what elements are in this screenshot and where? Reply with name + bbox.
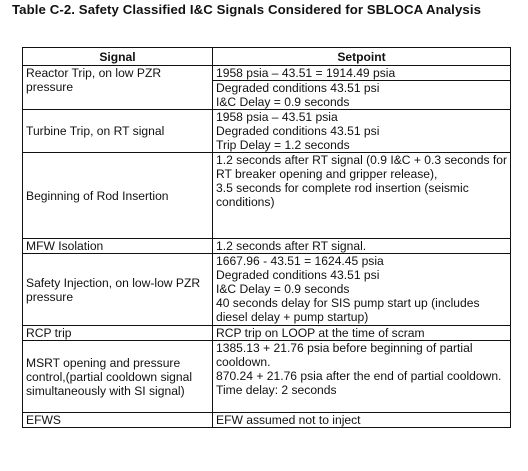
setpoint-cell [213,153,511,239]
signal-cell: Safety Injection, on low-low PZR pressure [23,254,213,326]
signal-cell: Turbine Trip, on RT signal [23,110,213,153]
setpoint-cell [213,254,511,326]
setpoint-line: 1.2 seconds after RT signal (0.9 I&C + 0.3 seconds for RT breaker opening and gripper release), [216,153,507,181]
signal-cell: Reactor Trip, on low PZR pressure [23,66,213,110]
table-header-row [23,48,511,66]
table-title: Table C-2. Safety Classified I&C Signals Considered for SBLOCA Analysis [12,2,482,17]
signal-cell: MSRT opening and pressure control,(partial cooldown signal simultaneously with SI signal) [23,341,213,413]
signal-cell: RCP trip [23,326,213,341]
setpoint-line: I&C Delay = 0.9 seconds [216,95,350,109]
setpoint-line: 1958 psia – 43.51 = 1914.49 psia [213,66,510,81]
setpoint-line: EFW assumed not to inject [216,413,361,427]
signal-cell: MFW Isolation [23,239,213,254]
signal-cell: EFWS [23,413,213,428]
setpoint-line: RCP trip on LOOP at the time of scram [216,326,425,340]
setpoint-line: Degraded conditions 43.51 psi [216,124,380,138]
setpoint-line: I&C Delay = 0.9 seconds [216,282,350,296]
column-header-signal: Signal [23,48,213,66]
setpoint-cell [213,341,511,413]
setpoint-line: 1958 psia – 43.51 psia [216,110,338,124]
setpoint-line: Time delay: 2 seconds [216,383,337,397]
table-row [23,413,511,428]
signals-table [22,47,511,428]
table-row [23,153,511,239]
setpoint-line: Trip Delay = 1.2 seconds [216,138,350,152]
table-row [23,239,511,254]
table-row [23,66,511,110]
setpoint-line: 1385.13 + 21.76 psia before beginning of partial cooldown. [216,341,473,369]
setpoint-cell [213,239,511,254]
setpoint-cell [213,110,511,153]
table-row [23,341,511,413]
setpoint-line: 1.2 seconds after RT signal. [216,239,367,253]
table-row [23,254,511,326]
setpoint-line: Degraded conditions 43.51 psi [216,81,380,95]
setpoint-cell [213,413,511,428]
table-row [23,326,511,341]
column-header-setpoint: Setpoint [213,48,511,66]
table-row [23,110,511,153]
setpoint-line: 3.5 seconds for complete rod insertion (seismic conditions) [216,181,469,209]
setpoint-line: 40 seconds delay for SIS pump start up (includes diesel delay + pump startup) [216,296,480,324]
setpoint-cell [213,326,511,341]
setpoint-line: Degraded conditions 43.51 psi [216,268,380,282]
setpoint-cell [213,66,511,110]
setpoint-line: 1667.96 - 43.51 = 1624.45 psia [216,254,384,268]
setpoint-line: 870.24 + 21.76 psia after the end of partial cooldown. [216,369,502,383]
signal-cell: Beginning of Rod Insertion [23,153,213,239]
